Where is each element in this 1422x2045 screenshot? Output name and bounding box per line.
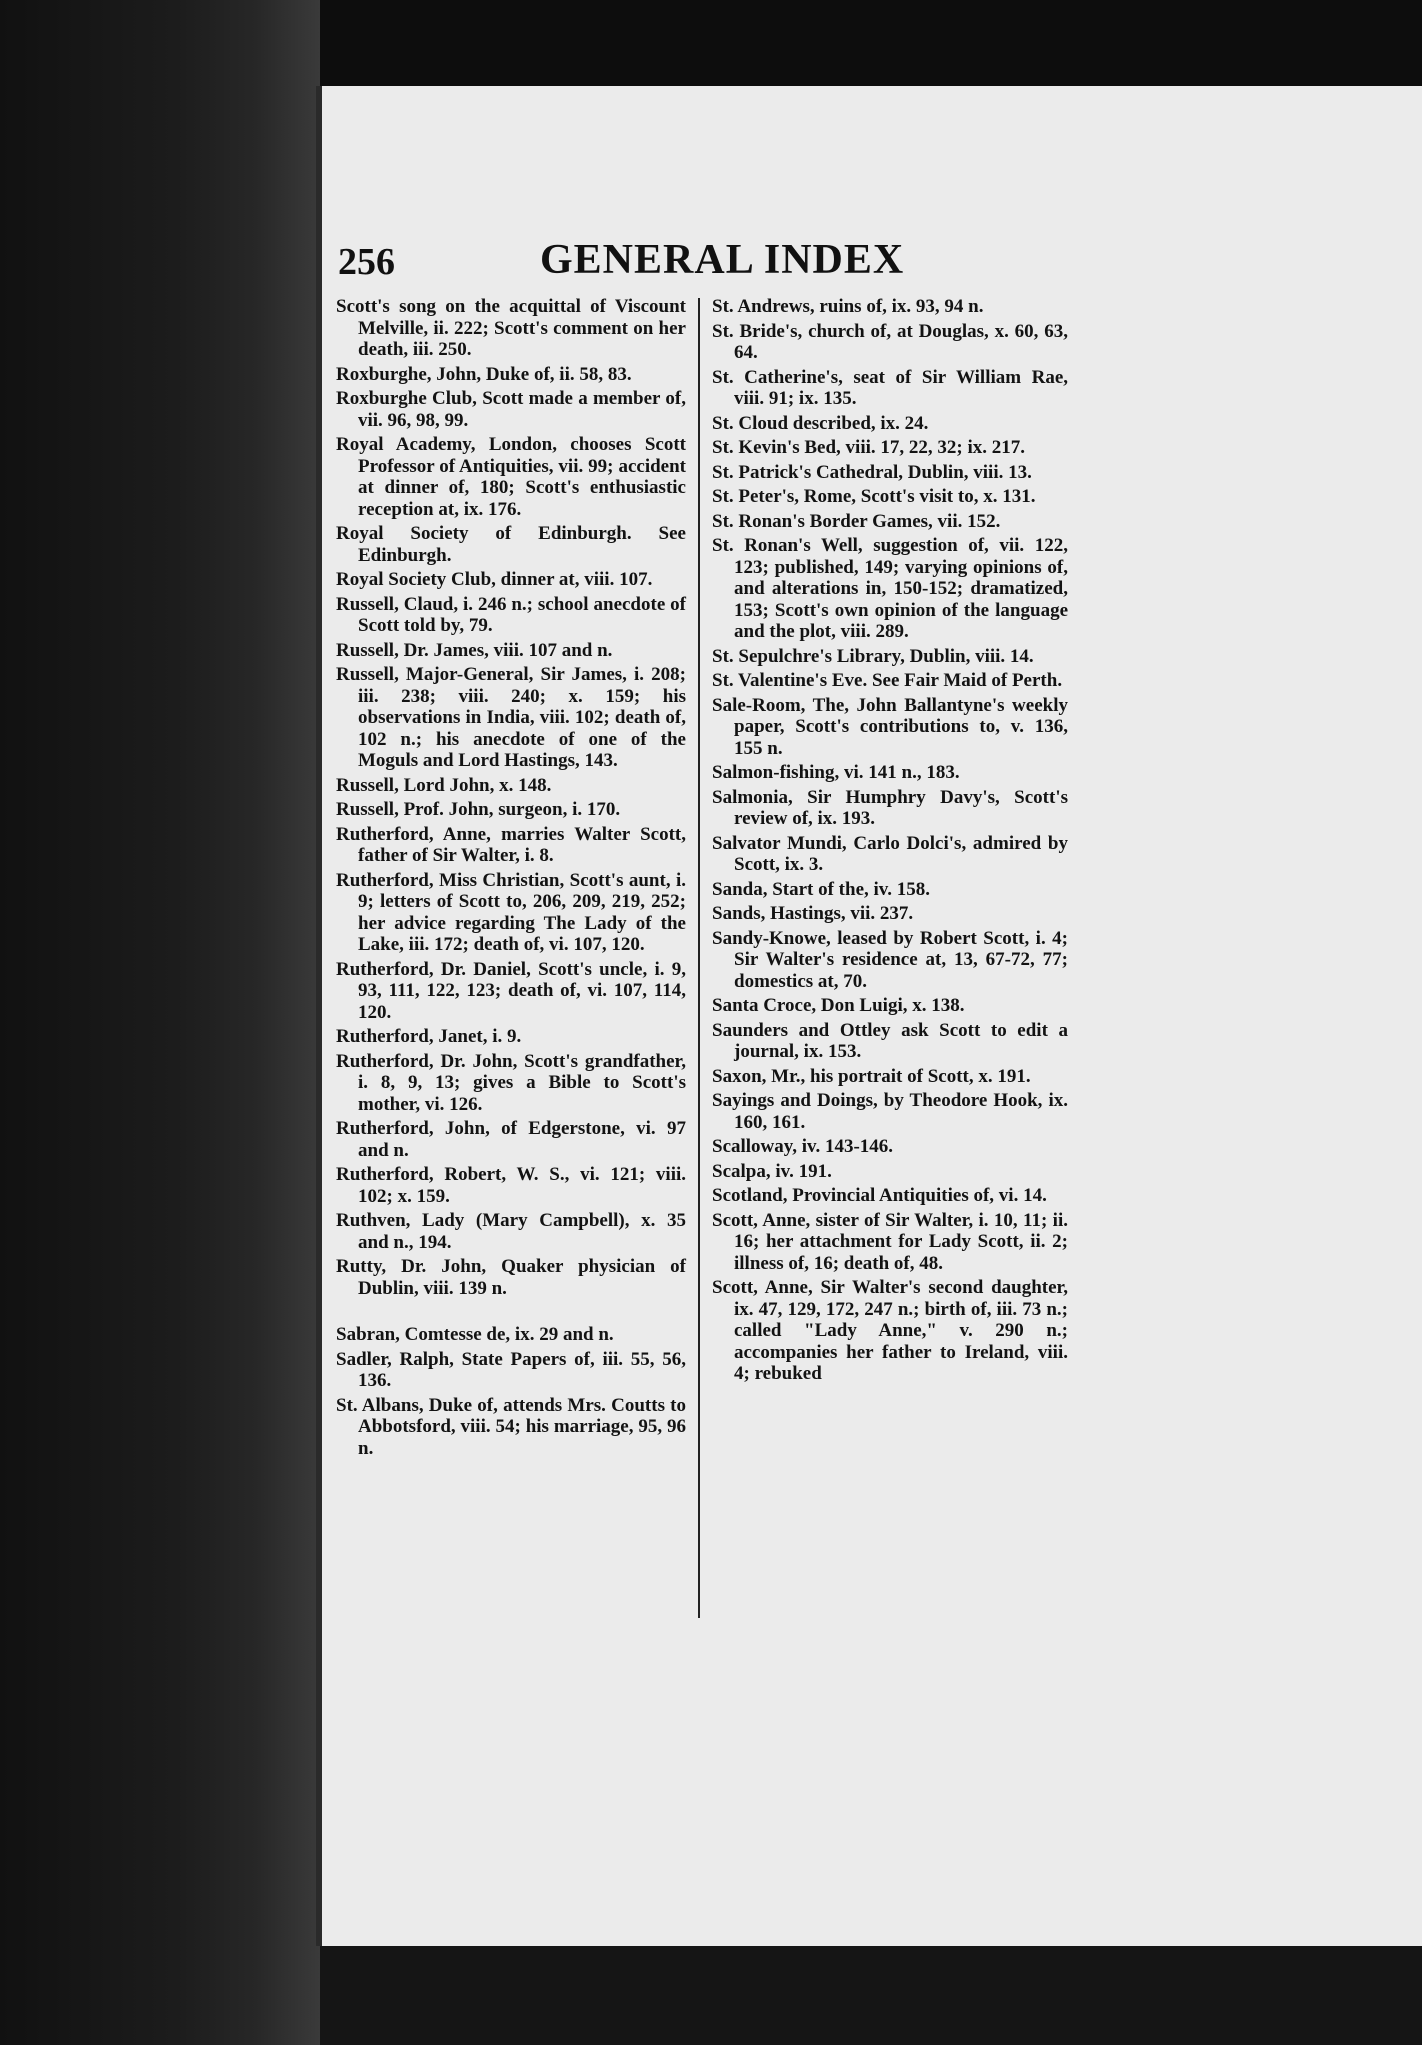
index-entry: Roxburghe Club, Scott made a member of, vii. 96, 98, 99. bbox=[336, 388, 686, 431]
index-column-left bbox=[336, 296, 686, 1462]
column-divider bbox=[698, 298, 700, 1618]
index-entry: St. Peter's, Rome, Scott's visit to, x. 131. bbox=[712, 486, 1036, 507]
page-number: 256 bbox=[338, 241, 395, 283]
index-entry: Sandy-Knowe, leased by Robert Scott, i. 4; Sir Walter's residence at, 13, 67-72, 77; domestics at, 70. bbox=[712, 927, 1068, 992]
index-entry: Scalloway, iv. 143-146. bbox=[712, 1136, 894, 1157]
index-entry: Russell, Lord John, x. 148. bbox=[336, 774, 552, 796]
index-entry: St. Cloud described, ix. 24. bbox=[712, 412, 929, 434]
index-entry: Royal Academy, London, chooses Scott Professor of Antiquities, vii. 99; accident at dinner of, 180; Scott's enthusiastic reception at, ix. 176. bbox=[336, 434, 686, 520]
index-entry: Scott's song on the acquittal of Viscount Melville, ii. 222; Scott's comment on her death, iii. 250. bbox=[336, 296, 686, 360]
index-entry: Royal Society of Edinburgh. See Edinburgh. bbox=[336, 523, 686, 566]
index-entry: Scott, Anne, sister of Sir Walter, i. 10, 11; ii. 16; her attachment for Lady Scott, ii. 2; illness of, 16; death of, 48. bbox=[712, 1209, 1068, 1274]
index-entry: Sanda, Start of the, iv. 158. bbox=[712, 878, 930, 900]
index-entry: Russell, Prof. John, surgeon, i. 170. bbox=[336, 799, 621, 820]
index-entry: Rutherford, Anne, marries Walter Scott, father of Sir Walter, i. 8. bbox=[336, 823, 686, 866]
index-entry: Sadler, Ralph, State Papers of, iii. 55, 56, 136. bbox=[336, 1348, 686, 1391]
index-entry: Sayings and Doings, by Theodore Hook, ix. 160, 161. bbox=[712, 1090, 1068, 1133]
index-entry: St. Sepulchre's Library, Dublin, viii. 14. bbox=[712, 645, 1034, 667]
index-entry: Rutherford, Dr. Daniel, Scott's uncle, i. 9, 93, 111, 122, 123; death of, vi. 107, 114, 120. bbox=[336, 958, 686, 1023]
index-entry: Sands, Hastings, vii. 237. bbox=[712, 903, 914, 924]
section-gap bbox=[336, 1302, 686, 1324]
index-entry: St. Albans, Duke of, attends Mrs. Coutts to Abbotsford, viii. 54; his marriage, 95, 96 n. bbox=[336, 1394, 686, 1459]
index-entry: Scotland, Provincial Antiquities of, vi. 14. bbox=[712, 1185, 1047, 1206]
index-entry: Ruthven, Lady (Mary Campbell), x. 35 and n., 194. bbox=[336, 1210, 686, 1253]
index-entry: Salmon-fishing, vi. 141 n., 183. bbox=[712, 762, 960, 783]
index-entry: Salvator Mundi, Carlo Dolci's, admired by Scott, ix. 3. bbox=[712, 832, 1068, 875]
index-entry: Russell, Dr. James, viii. 107 and n. bbox=[336, 639, 613, 661]
index-entry: Rutherford, Janet, i. 9. bbox=[336, 1026, 522, 1047]
index-entry: Rutty, Dr. John, Quaker physician of Dublin, viii. 139 n. bbox=[336, 1256, 686, 1299]
index-column-right bbox=[712, 296, 1068, 1388]
index-entry: St. Bride's, church of, at Douglas, x. 60, 63, 64. bbox=[712, 320, 1068, 363]
index-entry: Royal Society Club, dinner at, viii. 107. bbox=[336, 569, 653, 590]
index-entry: Roxburghe, John, Duke of, ii. 58, 83. bbox=[336, 363, 632, 385]
index-entry: Saxon, Mr., his portrait of Scott, x. 191. bbox=[712, 1065, 1031, 1087]
page-content bbox=[0, 86, 1422, 1946]
index-entry: St. Andrews, ruins of, ix. 93, 94 n. bbox=[712, 296, 984, 317]
index-entry: Scalpa, iv. 191. bbox=[712, 1160, 832, 1182]
index-entry: St. Kevin's Bed, viii. 17, 22, 32; ix. 217. bbox=[712, 437, 1025, 458]
index-entry: Saunders and Ottley ask Scott to edit a journal, ix. 153. bbox=[712, 1019, 1068, 1062]
index-entry: St. Patrick's Cathedral, Dublin, viii. 13. bbox=[712, 461, 1032, 483]
index-entry: Sabran, Comtesse de, ix. 29 and n. bbox=[336, 1324, 614, 1345]
index-entry: Scott, Anne, Sir Walter's second daughter, ix. 47, 129, 172, 247 n.; birth of, iii. 73 n.; called "Lady Anne," v. 290 n.; accompanies her father to Ireland, viii. 4; rebuked bbox=[712, 1277, 1068, 1384]
index-entry: Salmonia, Sir Humphry Davy's, Scott's review of, ix. 193. bbox=[712, 786, 1068, 829]
index-entry: Rutherford, Miss Christian, Scott's aunt, i. 9; letters of Scott to, 206, 209, 219, 252; her advice regarding The Lady of the Lake, iii. 172; death of, vi. 107, 120. bbox=[336, 869, 686, 955]
index-entry: St. Catherine's, seat of Sir William Rae, viii. 91; ix. 135. bbox=[712, 366, 1068, 409]
index-entry: St. Ronan's Border Games, vii. 152. bbox=[712, 510, 1001, 532]
running-head-title: GENERAL INDEX bbox=[540, 237, 905, 283]
index-entry: St. Ronan's Well, suggestion of, vii. 122, 123; published, 149; varying opinions of, and alterations in, 150-152; dramatized, 153; Scott's own opinion of the language and the plot, viii. 289. bbox=[712, 535, 1068, 642]
index-entry: Rutherford, Dr. John, Scott's grandfather, i. 8, 9, 13; gives a Bible to Scott's mother, vi. 126. bbox=[336, 1050, 686, 1115]
index-entry: Rutherford, John, of Edgerstone, vi. 97 and n. bbox=[336, 1118, 686, 1161]
index-entry: Santa Croce, Don Luigi, x. 138. bbox=[712, 995, 965, 1016]
index-entry: Russell, Claud, i. 246 n.; school anecdote of Scott told by, 79. bbox=[336, 593, 686, 636]
index-entry: Sale-Room, The, John Ballantyne's weekly paper, Scott's contributions to, v. 136, 155 n. bbox=[712, 694, 1068, 759]
index-entry: Russell, Major-General, Sir James, i. 208; iii. 238; viii. 240; x. 159; his observations in India, viii. 102; death of, 102 n.; his anecdote of one of the Moguls and Lord Hastings, 143. bbox=[336, 664, 686, 771]
index-entry: St. Valentine's Eve. See Fair Maid of Perth. bbox=[712, 670, 1063, 691]
index-entry: Rutherford, Robert, W. S., vi. 121; viii. 102; x. 159. bbox=[336, 1164, 686, 1207]
